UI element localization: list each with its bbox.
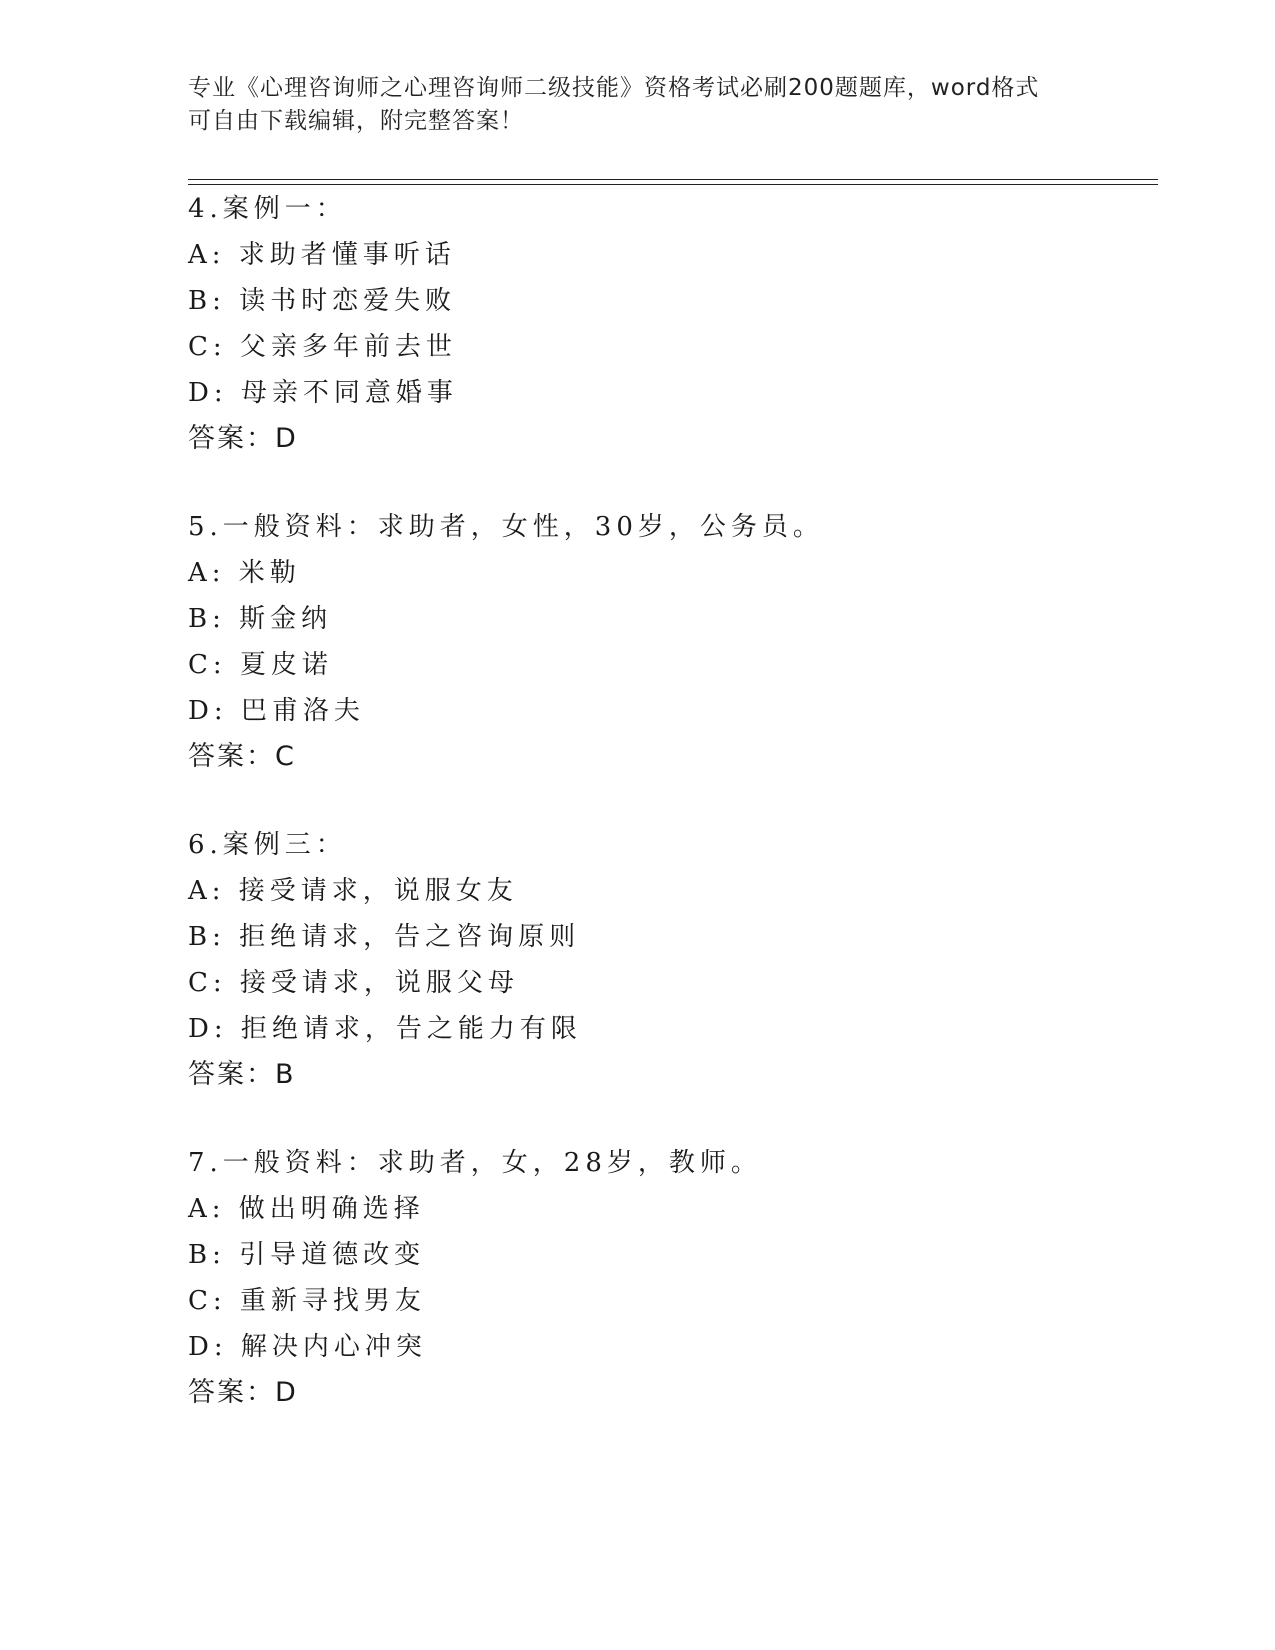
option-a: A: 求助者懂事听话	[188, 240, 456, 270]
answer: 答案：C	[188, 741, 296, 772]
option-b: B: 读书时恋爱失败	[188, 286, 457, 316]
option-d: D: 巴甫洛夫	[188, 696, 365, 726]
document-header	[188, 72, 1088, 138]
option-b: B: 拒绝请求，告之咨询原则	[188, 922, 581, 952]
question-block	[188, 1140, 1088, 1416]
option-b: B: 引导道德改变	[188, 1240, 426, 1270]
question-block	[188, 822, 1088, 1098]
option-d: D: 解决内心冲突	[188, 1332, 427, 1362]
header-line-2: 可自由下载编辑，附完整答案！	[188, 108, 524, 134]
option-b: B: 斯金纳	[188, 604, 333, 634]
question-stem: 6.案例三：	[188, 830, 347, 860]
question-stem: 7.一般资料：求助者，女，28岁，教师。	[188, 1148, 762, 1178]
option-d: D: 母亲不同意婚事	[188, 378, 458, 408]
header-line-1: 专业《心理咨询师之心理咨询师二级技能》资格考试必刷200题题库，word格式	[188, 75, 1040, 101]
option-a: A: 米勒	[188, 558, 301, 588]
option-a: A: 做出明确选择	[188, 1194, 425, 1224]
question-block	[188, 504, 1088, 780]
option-c: C: 重新寻找男友	[188, 1286, 426, 1316]
option-d: D: 拒绝请求，告之能力有限	[188, 1014, 582, 1044]
answer: 答案：B	[188, 1059, 296, 1090]
question-stem: 5.一般资料：求助者，女性，30岁，公务员。	[188, 512, 824, 542]
option-c: C: 夏皮诺	[188, 650, 333, 680]
header-divider	[188, 179, 1158, 185]
answer: 答案：D	[188, 1377, 298, 1408]
answer: 答案：D	[188, 423, 298, 454]
option-a: A: 接受请求，说服女友	[188, 876, 518, 906]
option-c: C: 父亲多年前去世	[188, 332, 457, 362]
question-block	[188, 186, 1088, 462]
question-stem: 4.案例一：	[188, 194, 347, 224]
option-c: C: 接受请求，说服父母	[188, 968, 519, 998]
